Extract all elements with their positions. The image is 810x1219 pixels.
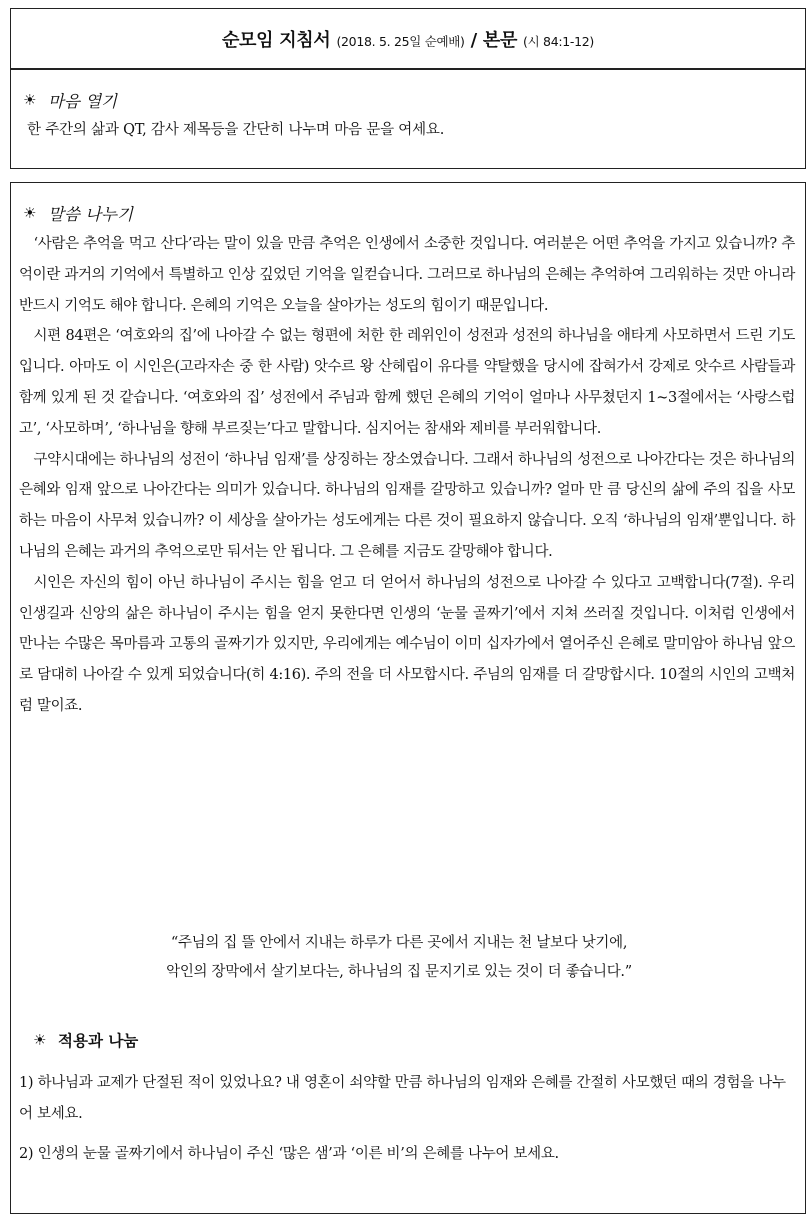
sermon-paragraph: 시인은 자신의 힘이 아닌 하나님이 주시는 힘을 얻고 더 얻어서 하나님의 성전으로 나아갈 수 있다고 고백합니다(7절). 우리 인생길과 신앙의 삶은 하나님이 주시는 힘을 얻지 못한다면 인생의 ‘눈물 골짜기’에서 지쳐 쓰러질 것입니다. 이처럼 인생에서 만나는 수많은 목마름과 고통의 골짜기가 있지만, 우리에게는 예수님이 이미 십자가에서 열어주신 은혜로 말미암아 하나님 앞으로 담대히 나아갈 수 있게 되었습니다(히 4:16). 주의 전을 더 사모합시다. 주님의 임재를 더 갈망합시다. 10절의 시인의 고백처럼 말이죠.: [19, 574, 795, 714]
title-box: [10, 8, 806, 69]
open-heart-heading-label: 마음 열기: [48, 92, 118, 111]
page-title: [222, 26, 594, 52]
quote-line-1: “주님의 집 뜰 안에서 지내는 하루가 다른 곳에서 지내는 천 날보다 낫기에,: [170, 935, 628, 951]
sun-icon: ☀: [23, 204, 37, 222]
title-separator: /: [470, 29, 477, 51]
apply-heading-label: 적용과 나눔: [58, 1032, 139, 1050]
title-scripture: (시 84:1-12): [523, 33, 595, 49]
sun-icon: ☀: [23, 91, 37, 109]
sun-icon: ☀: [33, 1031, 47, 1049]
sermon-paragraph: ‘사람은 추억을 먹고 산다’라는 말이 있을 만큼 추억은 인생에서 소중한 것입니다. 여러분은 어떤 추억을 가지고 있습니까? 추억이란 과거의 기억에서 특별하고 인상 깊었던 기억을 일컫습니다. 그러므로 하나님의 은혜는 추억하여 그리워하는 것만 아니라 반드시 기억도 해야 합니다. 은혜의 기억은 오늘을 살아가는 성도의 힘이기 때문입니다.: [19, 236, 795, 314]
sermon-paragraph: 시편 84편은 ‘여호와의 집’에 나아갈 수 없는 형편에 처한 한 레위인이 성전과 성전의 하나님을 애타게 사모하면서 드린 기도입니다. 아마도 이 시인은(고라자손 중 한 사람) 앗수르 왕 산헤립이 유다를 약탈했을 당시에 잡혀가서 강제로 앗수르 사람들과 함께 있게 된 것 같습니다. ‘여호와의 집’ 성전에서 주님과 함께 했던 은혜의 기억이 얼마나 사무쳤던지 1~3절에서는 ‘사랑스럽고’, ‘사모하며’, ‘하나님을 향해 부르짖는’다고 말합니다. 심지어는 참새와 제비를 부러워합니다.: [19, 328, 795, 437]
title-text-label: 본문: [482, 29, 518, 51]
word-heading-label: 말씀 나누기: [48, 205, 133, 224]
scripture-quote: [11, 929, 787, 987]
apply-item: 1) 하나님과 교제가 단절된 적이 있었나요? 내 영혼이 쇠약할 만큼 하나님의 임재와 은혜를 간절히 사모했던 때의 경험을 나누어 보세요.: [19, 1075, 786, 1122]
title-main: 순모임 지침서: [221, 29, 331, 51]
sermon-body: [19, 229, 795, 722]
open-heart-section: [10, 69, 806, 169]
sermon-paragraph: 구약시대에는 하나님의 성전이 ‘하나님 임재’를 상징하는 장소였습니다. 그래서 하나님의 성전으로 나아간다는 것은 하나님의 은혜와 임재 앞으로 나아간다는 의미가 있습니다. 하나님의 임재를 갈망하고 있습니까? 얼마 만 큼 당신의 삶에 주의 집을 사모하는 마음이 사무쳐 있습니까? 이 세상을 살아가는 성도에게는 다른 것이 필요하지 않습니다. 오직 ‘하나님의 임재’뿐입니다. 하나님의 은혜는 과거의 추억으로만 둬서는 안 됩니다. 그 은혜를 지금도 갈망해야 합니다.: [19, 451, 795, 560]
open-heart-text: 한 주간의 삶과 QT, 감사 제목등을 간단히 나누며 마음 문을 여세요.: [27, 122, 445, 138]
title-date: (2018. 5. 25일 순예배): [336, 33, 465, 49]
open-heart-heading: [23, 88, 117, 112]
word-section: [10, 182, 806, 1214]
apply-heading: [33, 1029, 138, 1051]
quote-line-2: 악인의 장막에서 살기보다는, 하나님의 집 문지기로 있는 것이 더 좋습니다.”: [166, 964, 632, 980]
apply-list: [19, 1068, 795, 1180]
apply-item: 2) 인생의 눈물 골짜기에서 하나님이 주신 ‘많은 샘’과 ‘이른 비’의 은혜를 나누어 보세요.: [19, 1146, 559, 1162]
word-heading: [23, 201, 133, 225]
